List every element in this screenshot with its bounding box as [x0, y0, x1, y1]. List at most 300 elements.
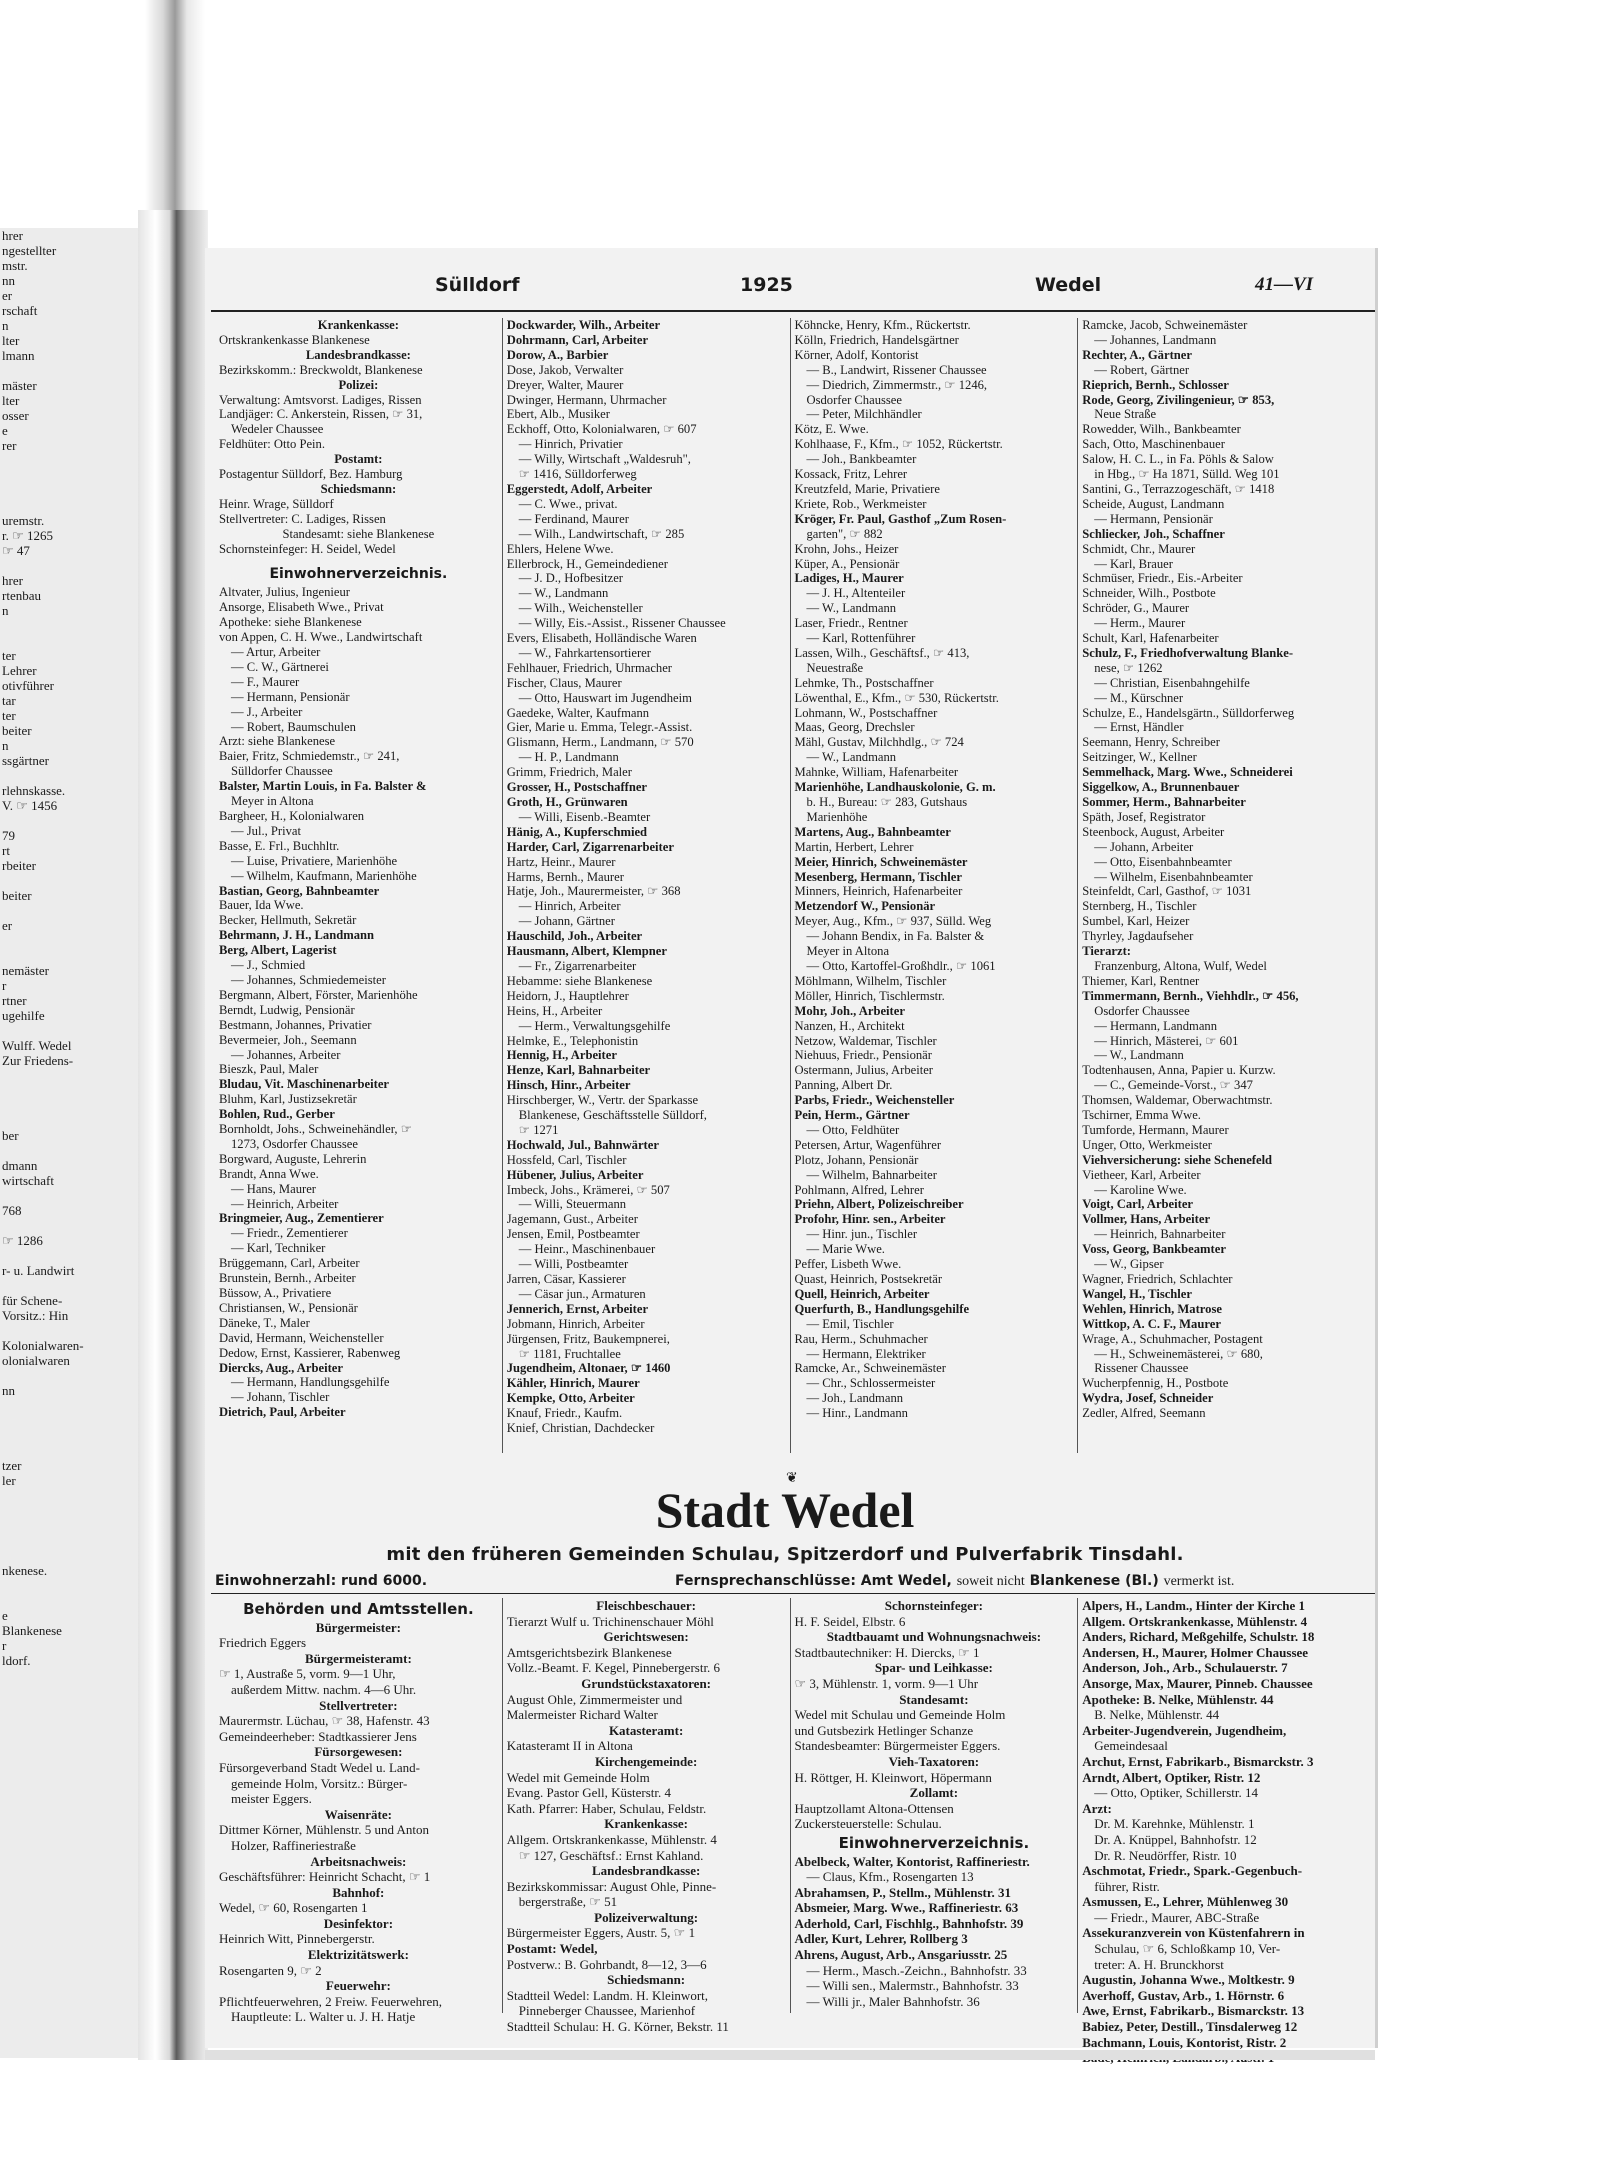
directory-entry: — Hermann, Handlungsgehilfe: [231, 1375, 390, 1390]
directory-entry: Rechter, A., Gärtner: [1082, 347, 1192, 362]
directory-entry: Borgward, Auguste, Lehrerin: [219, 1151, 367, 1166]
directory-entry: Hossfeld, Carl, Tischler: [506, 1152, 627, 1167]
directory-entry: Meier, Hinrich, Schweinemäster: [794, 854, 968, 869]
directory-entry: Rieprich, Bernh., Schlosser: [1082, 377, 1229, 392]
directory-entry: Wedel, ☞ 60, Rosengarten 1: [219, 1900, 368, 1916]
directory-entry: bergerstraße, ☞ 51: [518, 1894, 618, 1910]
book-binding: [145, 0, 205, 210]
directory-entry: Hochwald, Jul., Bahnwärter: [506, 1137, 659, 1152]
header-page-number: 41—VI: [1255, 274, 1314, 295]
directory-entry: Eckhoff, Otto, Kolonialwaren, ☞ 607: [506, 422, 697, 437]
section-heading: Behörden und Amtsstellen.: [243, 1600, 474, 1618]
directory-entry: Behrmann, J. H., Landmann: [219, 928, 375, 943]
directory-entry: von Appen, C. H. Wwe., Landwirtschaft: [219, 630, 423, 645]
directory-entry: Bürgermeister Eggers, Austr. 5, ☞ 1: [506, 1925, 696, 1941]
cropped-fragment: [0, 483, 138, 498]
directory-entry: Wedel mit Gemeinde Holm: [506, 1769, 650, 1785]
cropped-fragment: [0, 1083, 138, 1098]
directory-entry: Schornsteinfeger:: [884, 1598, 983, 1613]
cropped-fragment: n: [2, 738, 9, 753]
directory-entry: Postamt:: [334, 452, 383, 467]
directory-entry: Bergmann, Albert, Förster, Marienhöhe: [219, 987, 418, 1002]
directory-entry: Wittkop, A. C. F., Maurer: [1082, 1316, 1221, 1331]
cropped-fragment: Wulff. Wedel: [2, 1038, 72, 1053]
directory-entry: Postamt: Wedel,: [506, 1941, 598, 1957]
directory-entry: Peffer, Lisbeth Wwe.: [794, 1257, 902, 1272]
directory-entry: — Heinrich, Bahnarbeiter: [1094, 1227, 1226, 1242]
directory-entry: — W., Fahrkartensortierer: [518, 645, 651, 660]
directory-entry: — Joh., Bankbeamter: [806, 452, 917, 467]
cropped-fragment: [0, 1278, 138, 1293]
directory-entry: — Karl, Techniker: [231, 1241, 326, 1256]
directory-entry: Wydra, Josef, Schneider: [1082, 1391, 1214, 1406]
cropped-fragment: ugehilfe: [2, 1008, 45, 1023]
wedel-column-2: [502, 1598, 790, 2035]
header-year: 1925: [740, 274, 793, 296]
cropped-fragment: hrer: [2, 228, 23, 243]
directory-entry: nese, ☞ 1262: [1094, 660, 1163, 675]
directory-entry: — Heinr., Maschinenbauer: [518, 1242, 656, 1257]
directory-entry: Stadtbautechniker: H. Diercks, ☞ 1: [794, 1644, 980, 1660]
directory-entry: Mohr, Joh., Arbeiter: [794, 1003, 905, 1018]
directory-entry: Lassen, Wilh., Geschäftsf., ☞ 413,: [794, 645, 970, 660]
directory-entry: — Willi, Eisenb.-Beamter: [518, 809, 651, 824]
directory-entry: Elektrizitätswerk:: [307, 1947, 409, 1963]
directory-entry: Lehmke, Th., Postschaffner: [794, 675, 934, 690]
directory-entry: Mähl, Gustav, Milchhdlg., ☞ 724: [794, 735, 964, 750]
cropped-fragment: Kolonialwaren-: [2, 1338, 84, 1353]
directory-entry: Dwinger, Hermann, Uhrmacher: [506, 392, 667, 407]
directory-entry: Stadtteil Wedel: Landm. H. Kleinwort,: [506, 1987, 709, 2003]
directory-entry: Feldhüter: Otto Pein.: [219, 437, 325, 452]
directory-entry: — Peter, Milchhändler: [806, 407, 922, 422]
directory-entry: Rowedder, Wilh., Bankbeamter: [1082, 422, 1241, 437]
cropped-fragment: tar: [2, 693, 16, 708]
directory-entry: Bludau, Vit. Maschinenarbeiter: [219, 1077, 390, 1092]
cropped-fragment: [0, 873, 138, 888]
page-gutter: [138, 210, 208, 2060]
directory-entry: ☞ 3, Mühlenstr. 1, vorm. 9—1 Uhr: [794, 1675, 979, 1691]
directory-entry: — Otto, Eisenbahnbeamter: [1094, 854, 1232, 869]
directory-entry: — Cäsar jun., Armaturen: [518, 1286, 646, 1301]
cropped-fragment: [0, 933, 138, 948]
directory-entry: Neuestraße: [806, 660, 864, 675]
directory-entry: — Herm., Maurer: [1094, 616, 1186, 631]
directory-entry: Apotheke: B. Nelke, Mühlenstr. 44: [1082, 1691, 1274, 1707]
directory-entry: — Ernst, Händler: [1094, 720, 1184, 735]
directory-entry: Landjäger: C. Ankerstein, Rissen, ☞ 31,: [219, 407, 423, 422]
directory-entry: David, Hermann, Weichensteller: [219, 1330, 384, 1345]
directory-entry: Waisenräte:: [324, 1806, 392, 1822]
directory-entry: Scheide, August, Landmann: [1082, 496, 1225, 511]
directory-entry: — J., Arbeiter: [231, 704, 303, 719]
directory-entry: Wehlen, Hinrich, Matrose: [1082, 1301, 1222, 1316]
directory-entry: Feuerwehr:: [325, 1978, 391, 1994]
directory-entry: — Wilh., Landwirtschaft, ☞ 285: [518, 526, 685, 541]
directory-entry: ☞ 1416, Sülldorferweg: [518, 467, 637, 482]
directory-entry: Groth, H., Grünwaren: [506, 795, 628, 809]
directory-entry: Thyrley, Jagdaufseher: [1082, 929, 1194, 944]
directory-entry: Voss, Georg, Bankbeamter: [1082, 1242, 1226, 1257]
cropped-fragment: [0, 1578, 138, 1593]
cropped-fragment: rtenbau: [2, 588, 41, 603]
cropped-fragment: nemäster: [2, 963, 49, 978]
cropped-fragment: ☞ 47: [2, 543, 30, 558]
directory-entry: Kötz, E. Wwe.: [794, 422, 869, 437]
directory-entry: Abrahamsen, P., Stellm., Mühlenstr. 31: [794, 1884, 1011, 1900]
directory-entry: Baier, Fritz, Schmiedemstr., ☞ 241,: [219, 749, 400, 764]
directory-entry: — W., Gipser: [1094, 1257, 1164, 1272]
directory-entry: Büssow, A., Privatiere: [219, 1286, 332, 1300]
directory-entry: — Karoline Wwe.: [1094, 1182, 1187, 1197]
directory-entry: Bauer, Ida Wwe.: [219, 898, 304, 913]
directory-entry: ☞ 127, Geschäftsf.: Ernst Kahland.: [518, 1847, 704, 1863]
directory-entry: Jürgensen, Fritz, Baukempnerei,: [506, 1331, 670, 1346]
directory-entry: Jugendheim, Altonaer, ☞ 1460: [506, 1361, 671, 1376]
directory-entry: Thiemer, Karl, Rentner: [1082, 973, 1200, 988]
directory-entry: Hänig, A., Kupferschmied: [506, 824, 648, 839]
directory-entry: — Hermann, Pensionär: [1094, 511, 1213, 526]
directory-entry: Marienhöhe, Landhauskolonie, G. m.: [794, 780, 996, 795]
cropped-fragment: [0, 1488, 138, 1503]
directory-entry: Holzer, Raffineriestraße: [231, 1837, 356, 1853]
directory-entry: — C. Wwe., privat.: [518, 496, 618, 511]
directory-entry: Seemann, Henry, Schreiber: [1082, 735, 1220, 750]
directory-entry: — C. W., Gärtnerei: [231, 659, 329, 674]
directory-entry: — Hermann, Pensionär: [231, 689, 350, 704]
directory-entry: Wangel, H., Tischler: [1082, 1286, 1192, 1301]
directory-entry: — Hans, Maurer: [231, 1181, 316, 1196]
directory-entry: Querfurth, B., Handlungsgehilfe: [794, 1301, 970, 1316]
cropped-fragment: ssgärtner: [2, 753, 49, 768]
directory-entry: Ellerbrock, H., Gemeindediener: [506, 556, 668, 571]
directory-entry: Bürgermeisteramt:: [304, 1650, 412, 1666]
cropped-fragment: [0, 903, 138, 918]
directory-entry: Maas, Georg, Drechsler: [794, 720, 915, 735]
directory-entry: — W., Landmann: [806, 750, 897, 765]
section-rule: [211, 1593, 1375, 1594]
cropped-fragment: [0, 1548, 138, 1563]
directory-entry: Becker, Hellmuth, Sekretär: [219, 913, 357, 928]
directory-entry: — Hermann, Landmann: [1094, 1018, 1218, 1033]
column-3: [790, 318, 1078, 1453]
directory-entry: Fehlhauer, Friedrich, Uhrmacher: [506, 660, 672, 675]
directory-entry: — Hinr. jun., Tischler: [806, 1227, 918, 1242]
directory-entry: — Johannes, Landmann: [1094, 332, 1217, 347]
cropped-fragment: Vorsitz.: Hin: [2, 1308, 69, 1323]
directory-entry: Geschäftsführer: Heinricht Schacht, ☞ 1: [219, 1869, 431, 1885]
wedel-column-3: [790, 1598, 1078, 2013]
directory-entry: Timmermann, Bernh., Viehhdlr., ☞ 456,: [1082, 988, 1299, 1003]
directory-entry: Dockwarder, Wilh., Arbeiter: [506, 318, 661, 332]
directory-entry: H. Röttger, H. Kleinwort, Höpermann: [794, 1769, 992, 1785]
directory-entry: Stellvertreter:: [319, 1697, 398, 1713]
cropped-fragment: osser: [2, 408, 29, 423]
directory-entry: Rau, Herm., Schuhmacher: [794, 1331, 928, 1346]
cropped-fragment: [0, 813, 138, 828]
directory-entry: — Wilhelm, Eisenbahnbeamter: [1094, 869, 1253, 884]
cropped-fragment: [0, 1533, 138, 1548]
directory-entry: Schmidt, Chr., Maurer: [1082, 541, 1196, 556]
directory-entry: Krohn, Johs., Heizer: [794, 541, 899, 556]
directory-entry: Hausmann, Albert, Klempner: [506, 944, 667, 959]
directory-entry: Plotz, Johann, Pensionär: [794, 1152, 919, 1167]
directory-entry: Möller, Hinrich, Tischlermstr.: [794, 988, 945, 1003]
cropped-fragment: tzer: [2, 1458, 22, 1473]
directory-entry: Pohlmann, Alfred, Lehrer: [794, 1182, 924, 1197]
directory-entry: Hauptleute: L. Walter u. J. H. Hatje: [231, 2009, 416, 2025]
section-heading: Einwohnerverzeichnis.: [269, 565, 448, 582]
cropped-fragment: rt: [2, 843, 10, 858]
directory-entry: garten", ☞ 882: [806, 526, 883, 541]
cropped-fragment: lter: [2, 393, 20, 408]
cropped-fragment: mäster: [2, 378, 37, 393]
cropped-fragment: ber: [2, 1128, 19, 1143]
directory-entry: Evers, Elisabeth, Holländische Waren: [506, 631, 697, 646]
directory-entry: Landesbrandkasse:: [305, 347, 411, 362]
directory-entry: Basse, E. Frl., Buchhltr.: [219, 838, 340, 853]
cropped-fragment: hrer: [2, 573, 23, 588]
directory-entry: Gerichtswesen:: [603, 1629, 689, 1645]
directory-entry: Maurermstr. Lüchau, ☞ 38, Hafenstr. 43: [219, 1713, 430, 1729]
directory-entry: — Jul., Privat: [231, 823, 301, 838]
directory-entry: — Christian, Eisenbahngehilfe: [1094, 675, 1250, 690]
directory-entry: Schornsteinfeger: H. Seidel, Wedel: [219, 541, 396, 556]
cropped-fragment: uremstr.: [2, 513, 45, 528]
directory-entry: Hauptzollamt Altona-Ottensen: [794, 1800, 954, 1816]
directory-entry: ☞ 1181, Fruchtallee: [518, 1346, 621, 1361]
directory-entry: — W., Landmann: [806, 601, 897, 616]
cropped-fragment: [0, 1248, 138, 1263]
directory-entry: Arzt: siehe Blankenese: [219, 734, 336, 749]
directory-entry: Ladiges, H., Maurer: [794, 571, 904, 586]
cropped-fragment: e: [2, 1608, 8, 1623]
directory-entry: Jennerich, Ernst, Arbeiter: [506, 1301, 649, 1316]
directory-entry: Ramcke, Ar., Schweinemäster: [794, 1361, 946, 1376]
directory-entry: — Wilh., Weichensteller: [518, 601, 643, 616]
directory-entry: Mahnke, William, Hafenarbeiter: [794, 765, 959, 780]
directory-entry: Wagner, Friedrich, Schlachter: [1082, 1272, 1233, 1286]
directory-entry: Dr. R. Neudörffer, Ristr. 10: [1094, 1847, 1237, 1863]
directory-entry: Knief, Christian, Dachdecker: [506, 1421, 655, 1436]
directory-entry: Stadtteil Schulau: H. G. Körner, Bekstr. 11: [506, 2019, 729, 2035]
directory-entry: gemeinde Holm, Vorsitz.: Bürger-: [231, 1775, 408, 1791]
directory-entry: Priehn, Albert, Polizeischreiber: [794, 1197, 964, 1212]
directory-entry: — Otto, Feldhüter: [806, 1122, 900, 1137]
directory-entry: — J. H., Altenteiler: [806, 586, 906, 601]
cropped-fragment: mstr.: [2, 258, 28, 273]
directory-entry: Heinr. Wrage, Sülldorf: [219, 496, 334, 511]
directory-entry: Meyer in Altona: [231, 794, 314, 809]
directory-entry: Pflichtfeuerwehren, 2 Freiw. Feuerwehren,: [219, 1993, 442, 2009]
directory-entry: — Karl, Rottenführer: [806, 631, 916, 646]
cropped-fragment: r: [2, 1638, 7, 1653]
cropped-fragment: rschaft: [2, 303, 38, 318]
cropped-fragment: [0, 468, 138, 483]
directory-entry: Katasteramt:: [608, 1722, 684, 1738]
cropped-fragment: ngestellter: [2, 243, 57, 258]
directory-entry: Netzow, Waldemar, Tischler: [794, 1033, 937, 1048]
directory-entry: Desinfektor:: [323, 1915, 394, 1931]
directory-entry: — Herm., Verwaltungsgehilfe: [518, 1018, 671, 1033]
directory-entry: Adler, Kurt, Lehrer, Rollberg 3: [794, 1931, 968, 1947]
directory-entry: Neue Straße: [1094, 407, 1157, 422]
directory-entry: Meyer, Aug., Kfm., ☞ 937, Sülld. Weg: [794, 914, 992, 929]
previous-page-cropped: [0, 228, 140, 2058]
directory-entry: — Willi, Steuermann: [518, 1197, 627, 1212]
cropped-fragment: [0, 1068, 138, 1083]
directory-entry: Hartz, Heinr., Maurer: [506, 854, 616, 869]
cropped-fragment: [0, 1368, 138, 1383]
directory-entry: Stadtbauamt und Wohnungsnachweis:: [826, 1629, 1042, 1645]
directory-entry: treter: A. H. Brunckhorst: [1094, 1956, 1224, 1972]
directory-entry: Balster, Martin Louis, in Fa. Balster &: [219, 779, 427, 794]
directory-entry: Standesamt: siehe Blankenese: [282, 526, 435, 541]
directory-entry: Bargheer, H., Kolonialwaren: [219, 809, 365, 823]
directory-page: [205, 248, 1378, 2048]
directory-entry: — Hinrich, Privatier: [518, 437, 623, 452]
cropped-fragment: rer: [2, 438, 17, 453]
directory-entry: Averhoff, Gustav, Arb., 1. Hörnstr. 6: [1082, 1987, 1285, 2003]
directory-entry: Zuckersteuerstelle: Schulau.: [794, 1816, 942, 1832]
running-head: [205, 248, 1365, 296]
directory-entry: Christiansen, W., Pensionär: [219, 1300, 358, 1315]
directory-entry: Ansorge, Elisabeth Wwe., Privat: [219, 600, 384, 615]
phone-note: Fernsprechanschlüsse: Amt Wedel, soweit nicht Blankenese (Bl.) vermerkt ist.: [675, 1573, 1235, 1589]
directory-entry: Däneke, T., Maler: [219, 1315, 310, 1330]
directory-entry: — Wilhelm, Bahnarbeiter: [806, 1167, 937, 1182]
directory-entry: Amtsgerichtsbezirk Blankenese: [506, 1644, 672, 1660]
directory-entry: Grosser, H., Postschaffner: [506, 780, 648, 795]
directory-entry: Polizei:: [338, 377, 379, 392]
directory-entry: Hinsch, Hinr., Arbeiter: [506, 1078, 631, 1093]
directory-entry: Kölln, Friedrich, Handelsgärtner: [794, 332, 959, 347]
directory-entry: Postagentur Sülldorf, Bez. Hamburg: [219, 467, 403, 482]
cropped-fragment: e: [2, 423, 8, 438]
directory-entry: Metzendorf W., Pensionär: [794, 899, 936, 914]
directory-entry: Mesenberg, Hermann, Tischler: [794, 869, 962, 884]
directory-entry: Babiez, Peter, Destill., Tinsdalerweg 12: [1082, 2019, 1298, 2035]
directory-entry: Osdorfer Chaussee: [1094, 1003, 1190, 1018]
directory-entry: Panning, Albert Dr.: [794, 1078, 893, 1093]
directory-entry: Schröder, G., Maurer: [1082, 601, 1190, 616]
column-4: [1077, 318, 1365, 1453]
cropped-fragment: ler: [2, 1473, 16, 1488]
directory-entry: Wrage, A., Schuhmacher, Postagent: [1082, 1331, 1263, 1346]
cropped-fragment: beiter: [2, 723, 32, 738]
cropped-fragment: Blankenese: [2, 1623, 62, 1638]
cropped-fragment: wirtschaft: [2, 1173, 54, 1188]
ornament: ❦: [786, 1471, 798, 1486]
cropped-fragment: für Schene-: [2, 1293, 63, 1308]
cropped-fragment: [0, 1323, 138, 1338]
directory-entry: Assekuranzverein von Küstenfahrern in: [1082, 1925, 1305, 1941]
cropped-fragment: Zur Friedens-: [2, 1053, 74, 1068]
directory-entry: Imbeck, Johs., Krämerei, ☞ 507: [506, 1182, 670, 1197]
header-place-right: Wedel: [1035, 274, 1102, 296]
directory-entry: Franzenburg, Altona, Wulf, Wedel: [1094, 958, 1267, 973]
directory-entry: — W., Landmann: [1094, 1048, 1184, 1063]
directory-entry: — Johann, Tischler: [231, 1390, 330, 1405]
directory-entry: Landesbrandkasse:: [591, 1863, 701, 1879]
directory-entry: Kohlhaase, F., Kfm., ☞ 1052, Rückertstr.: [794, 437, 1003, 452]
directory-entry: Santini, G., Terrazzogeschäft, ☞ 1418: [1082, 481, 1275, 496]
directory-entry: und Gutsbezirk Hetlinger Schanze: [794, 1722, 974, 1738]
directory-entry: Parbs, Friedr., Weichensteller: [794, 1093, 955, 1108]
directory-entry: — Robert, Baumschulen: [231, 719, 356, 734]
directory-entry: Evang. Pastor Gell, Küsterstr. 4: [506, 1785, 672, 1801]
directory-entry: Vollz.-Beamt. F. Kegel, Pinnebergerstr. 6: [506, 1660, 721, 1676]
directory-entry: Ahrens, August, Arb., Ansgariusstr. 25: [794, 1947, 1008, 1963]
cropped-fragment: [0, 1413, 138, 1428]
directory-entry: — F., Maurer: [231, 674, 300, 689]
directory-entry: Kirchengemeinde:: [594, 1753, 698, 1769]
directory-entry: in Hbg., ☞ Ha 1871, Sülld. Weg 101: [1094, 467, 1280, 482]
directory-entry: Nanzen, H., Architekt: [794, 1018, 905, 1033]
directory-entry: Gemeindeerheber: Stadtkassierer Jens: [219, 1728, 417, 1744]
cropped-fragment: nn: [2, 273, 15, 288]
directory-entry: Zedler, Alfred, Seemann: [1082, 1406, 1206, 1421]
wedel-column-1: [215, 1598, 502, 2025]
directory-entry: Jobmann, Hinrich, Arbeiter: [506, 1316, 645, 1331]
directory-entry: Rosengarten 9, ☞ 2: [219, 1962, 322, 1978]
page-edge: [205, 2050, 1375, 2060]
directory-entry: Jensen, Emil, Postbeamter: [506, 1227, 640, 1242]
directory-entry: Eggerstedt, Adolf, Arbeiter: [506, 481, 653, 496]
directory-entry: Schliecker, Joh., Schaffner: [1082, 526, 1225, 541]
directory-entry: Friedrich Eggers: [219, 1635, 307, 1651]
directory-entry: — Friedr., Zementierer: [231, 1226, 348, 1241]
directory-entry: — Diedrich, Zimmermstr., ☞ 1246,: [806, 377, 988, 392]
directory-entry: — J., Schmied: [231, 958, 306, 973]
directory-entry: Dohrmann, Carl, Arbeiter: [506, 332, 649, 347]
directory-entry: Ramcke, Jacob, Schweinemäster: [1082, 318, 1248, 332]
header-rule: [211, 310, 1375, 312]
directory-entry: Tierarzt:: [1082, 944, 1131, 959]
directory-entry: Hatje, Joh., Maurermeister, ☞ 368: [506, 884, 681, 899]
directory-entry: — Joh., Landmann: [806, 1391, 904, 1406]
cropped-fragment: V. ☞ 1456: [2, 798, 58, 813]
directory-entry: Unger, Otto, Werkmeister: [1082, 1137, 1212, 1152]
directory-entry: Vollmer, Hans, Arbeiter: [1082, 1212, 1211, 1227]
cropped-fragment: er: [2, 288, 13, 303]
cropped-fragment: [0, 453, 138, 468]
directory-entry: Bornholdt, Johs., Schweinehändler, ☞: [219, 1122, 413, 1137]
directory-entry: Diercks, Aug., Arbeiter: [219, 1360, 343, 1375]
directory-entry: führer, Ristr.: [1094, 1878, 1160, 1894]
directory-entry: Hauschild, Joh., Arbeiter: [506, 929, 643, 944]
wedel-column-4: [1077, 1598, 1365, 2050]
directory-entry: Kath. Pfarrer: Haber, Schulau, Feldstr.: [506, 1800, 707, 1816]
cropped-fragment: [0, 1188, 138, 1203]
directory-entry: Thomsen, Waldemar, Oberwachtmstr.: [1082, 1093, 1273, 1108]
directory-entry: — Herm., Masch.-Zeichn., Bahnhofstr. 33: [806, 1962, 1027, 1978]
directory-entry: Brunstein, Bernh., Arbeiter: [219, 1271, 356, 1286]
cropped-fragment: [0, 558, 138, 573]
directory-entry: — Johann, Arbeiter: [1094, 839, 1194, 854]
cropped-fragment: [0, 363, 138, 378]
directory-entry: — Hinrich, Arbeiter: [518, 899, 621, 914]
directory-entry: Salow, H. C. L., in Fa. Pöhls & Salow: [1082, 452, 1274, 467]
directory-entry: Bieszk, Paul, Maler: [219, 1062, 319, 1077]
directory-entry: Minners, Heinrich, Hafenarbeiter: [794, 884, 963, 899]
column-2: [502, 318, 790, 1453]
directory-entry: Schulau, ☞ 6, Schloßkamp 10, Ver-: [1094, 1941, 1281, 1957]
directory-entry: Sommer, Herm., Bahnarbeiter: [1082, 795, 1246, 809]
directory-entry: Bestmann, Johannes, Privatier: [219, 1017, 372, 1032]
directory-entry: Arzt:: [1082, 1800, 1112, 1816]
directory-entry: — B., Landwirt, Rissener Chaussee: [806, 362, 987, 377]
